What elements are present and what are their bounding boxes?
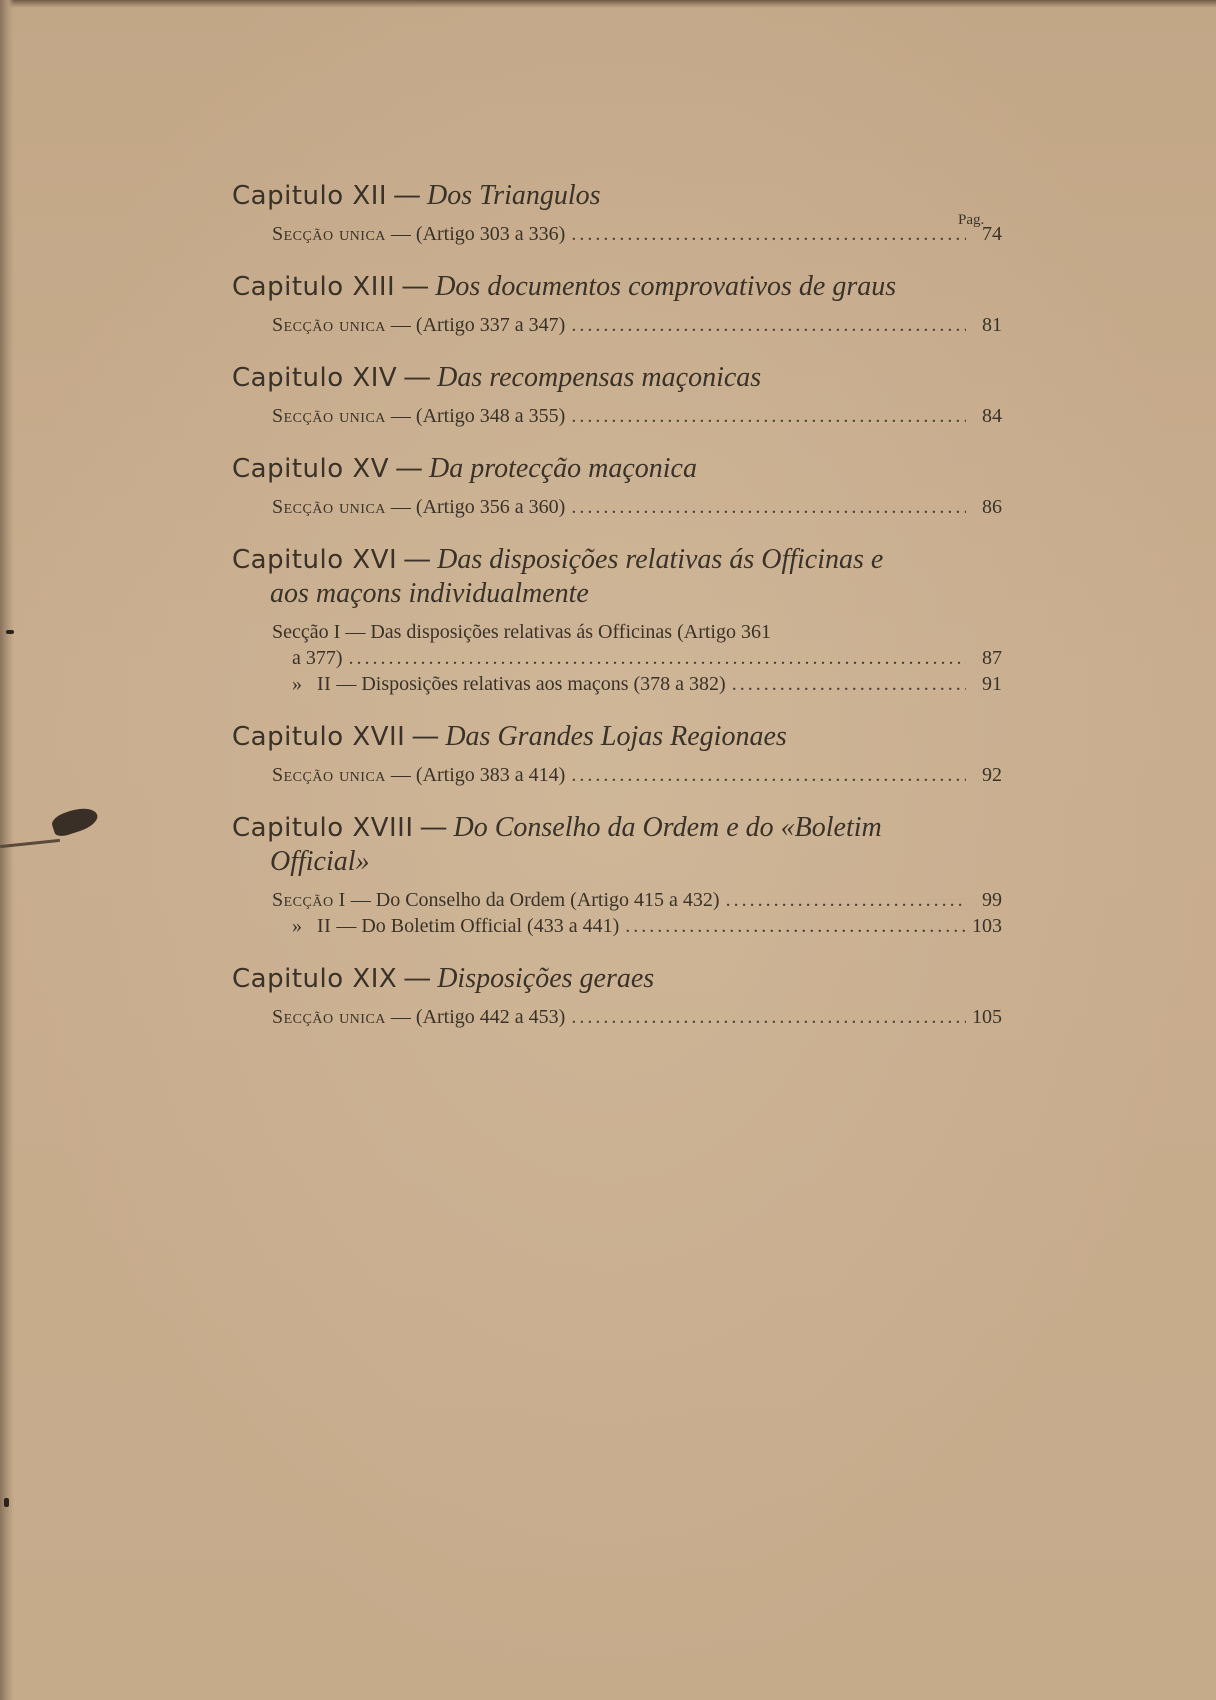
section-number: II (317, 673, 332, 695)
chapter-title: Capitulo XVI — Das disposições relativas ás Officinas e aos maçons individualmente (232, 542, 1002, 611)
section-text: (Artigo 442 a 453) (415, 1006, 566, 1028)
section-text: Disposições relativas aos maçons (378 a 382) (361, 673, 726, 695)
chapter-title: Capitulo XVIII — Do Conselho da Ordem e do «Boletim Official» (232, 810, 1002, 879)
toc-entry: Secção unica — (Artigo 356 a 360) ..... 86 (232, 494, 1002, 520)
chapter-title: Capitulo XV — Da protecção maçonica (232, 451, 697, 484)
leader-dots (571, 494, 966, 520)
toc-entry-continuation (232, 645, 1002, 671)
chapter-xvi (232, 542, 1002, 697)
chapter-label: Capitulo XVII (232, 722, 406, 752)
page-number: 105 (972, 1006, 1002, 1028)
chapter-xviii (232, 810, 1002, 939)
section-text: (Artigo 356 a 360) (415, 496, 566, 518)
chapter-subject-continued: Official» (270, 846, 370, 877)
section-name: Secção unica (272, 1006, 386, 1028)
section-number: II (317, 915, 332, 937)
section-text: Das disposições relativas ás Officinas (Artigo 361 (370, 621, 771, 643)
leader-dots (349, 645, 966, 671)
table-of-contents (232, 178, 1002, 1052)
page-number: 91 (982, 673, 1002, 695)
chapter-label: Capitulo XV (232, 454, 389, 484)
section-name: Secção unica (272, 223, 386, 245)
chapter-subject: Da protecção maçonica (428, 453, 697, 484)
chapter-title: Capitulo XIII — Dos documentos comprovativos de graus (232, 269, 897, 302)
section-number: I (333, 621, 341, 643)
ditto-mark: » (292, 673, 302, 695)
leader-dots (571, 403, 966, 429)
page-left-edge (0, 0, 14, 1700)
chapter-subject: Dos Triangulos (427, 180, 601, 211)
chapter-subject: Do Conselho da Ordem e do «Boletim (453, 812, 882, 843)
leader-dots (571, 762, 966, 788)
section-name: Secção unica (272, 314, 386, 336)
section-text: (Artigo 337 a 347) (415, 314, 566, 336)
toc-entry: Secção unica — (Artigo 337 a 347) ..... 81 (232, 312, 1002, 338)
page-number: 74 (982, 223, 1002, 245)
chapter-subject-continued: aos maçons individualmente (270, 578, 589, 609)
page-top-edge (0, 0, 1216, 8)
section-text-continued: a 377) (292, 647, 343, 669)
chapter-subject: Das disposições relativas ás Officinas e (437, 544, 884, 575)
section-name: Secção unica (272, 764, 386, 786)
chapter-title: Capitulo XIX — Disposições geraes (232, 961, 655, 994)
toc-entry: Secção unica — (Artigo 383 a 414) ..... 92 (232, 762, 1002, 788)
page-number: 86 (982, 496, 1002, 518)
chapter-title: Capitulo XIV — Das recompensas maçonicas (232, 360, 762, 393)
toc-entry: Secção I — Do Conselho da Ordem (Artigo 415 a 432) ..... 99 (232, 887, 1002, 913)
section-number: I (338, 889, 346, 911)
section-text: (Artigo 303 a 336) (415, 223, 566, 245)
page-column-header: Pag. (958, 212, 985, 228)
chapter-subject: Disposições geraes (437, 963, 655, 994)
toc-entry: Secção unica — (Artigo 303 a 336) ..... 74 (232, 221, 1002, 247)
section-text: Do Boletim Official (433 a 441) (361, 915, 620, 937)
page-number: 81 (982, 314, 1002, 336)
chapter-title: Capitulo XVII — Das Grandes Lojas Regionaes (232, 719, 787, 752)
leader-dots (571, 221, 966, 247)
chapter-label: Capitulo XVI (232, 545, 398, 575)
page-number: 92 (982, 764, 1002, 786)
chapter-title: Capitulo XII — Dos Triangulos (232, 178, 601, 211)
chapter-subject: Das recompensas maçonicas (437, 362, 762, 393)
chapter-subject: Das Grandes Lojas Regionaes (445, 721, 787, 752)
chapter-xiii (232, 269, 1002, 338)
section-name: Secção unica (272, 405, 386, 427)
chapter-xv (232, 451, 1002, 520)
chapter-xix (232, 961, 1002, 1030)
leader-dots (571, 312, 966, 338)
toc-entry: » II — Disposições relativas aos maçons (378 a 382) ..... 91 (232, 671, 1002, 697)
ink-speck (6, 630, 14, 634)
chapter-label: Capitulo XII (232, 181, 388, 211)
section-name: Secção (272, 621, 329, 643)
toc-entry: » II — Do Boletim Official (433 a 441) ..... 103 (232, 913, 1002, 939)
chapter-label: Capitulo XIII (232, 272, 396, 302)
chapter-subject: Dos documentos comprovativos de graus (435, 271, 897, 302)
chapter-label: Capitulo XIX (232, 964, 398, 994)
ditto-mark: » (292, 915, 302, 937)
section-text: (Artigo 383 a 414) (415, 764, 566, 786)
section-text: Do Conselho da Ordem (Artigo 415 a 432) (375, 889, 720, 911)
leader-dots (625, 913, 966, 939)
toc-entry: Secção unica — (Artigo 442 a 453) ..... 105 (232, 1004, 1002, 1030)
page-number: 87 (982, 647, 1002, 669)
leader-dots (732, 671, 966, 697)
toc-entry: Secção unica — (Artigo 348 a 355) ..... 84 (232, 403, 1002, 429)
leader-dots (571, 1004, 966, 1030)
section-text: (Artigo 348 a 355) (415, 405, 566, 427)
toc-entry-wrapped: Secção I — Das disposições relativas ás Officinas (Artigo 361 (272, 621, 771, 643)
chapter-label: Capitulo XIV (232, 363, 398, 393)
page-number: 99 (982, 889, 1002, 911)
section-name: Secção unica (272, 496, 386, 518)
paper-tear-mark (50, 803, 101, 838)
chapter-label: Capitulo XVIII (232, 813, 414, 843)
leader-dots (726, 887, 966, 913)
section-name: Secção (272, 889, 334, 911)
chapter-xiv (232, 360, 1002, 429)
page-number: 84 (982, 405, 1002, 427)
page-number: 103 (972, 915, 1002, 937)
chapter-xii (232, 178, 1002, 247)
ink-speck (4, 1498, 9, 1507)
chapter-xvii (232, 719, 1002, 788)
